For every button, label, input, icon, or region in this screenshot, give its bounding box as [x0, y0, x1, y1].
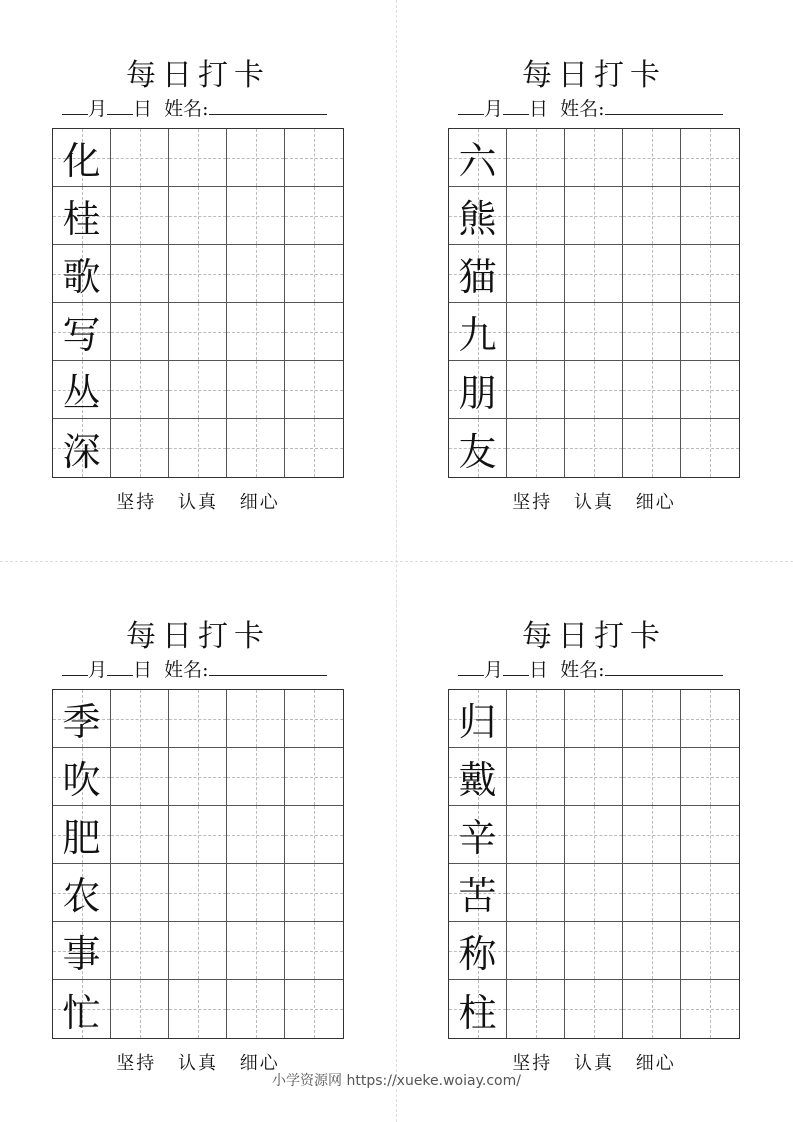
grid-cell[interactable] [169, 245, 227, 303]
grid-cell[interactable] [681, 419, 739, 477]
model-character: 事 [62, 932, 101, 976]
writing-grid [52, 689, 344, 1039]
grid-cell[interactable] [111, 303, 169, 361]
grid-cell [449, 361, 507, 419]
model-character: 辛 [458, 816, 497, 860]
day-label: 日 [529, 659, 549, 681]
grid-cell[interactable] [227, 806, 285, 864]
horizontal-cut-line [0, 561, 793, 562]
day-blank[interactable] [107, 657, 133, 676]
day-label: 日 [133, 659, 153, 681]
grid-cell [449, 806, 507, 864]
grid-cell[interactable] [169, 303, 227, 361]
name-label: 姓名: [560, 659, 605, 681]
grid-cell[interactable] [565, 980, 623, 1038]
grid-cell[interactable] [623, 690, 681, 748]
model-character: 戴 [458, 758, 497, 802]
grid-cell [53, 129, 111, 187]
card-title: 每日打卡 [522, 619, 666, 654]
grid-cell[interactable] [681, 361, 739, 419]
model-character: 苦 [458, 874, 497, 918]
card-title: 每日打卡 [126, 619, 270, 654]
name-blank[interactable] [605, 96, 723, 115]
grid-cell[interactable] [507, 864, 565, 922]
grid-cell[interactable] [227, 361, 285, 419]
grid-cell [53, 245, 111, 303]
grid-cell[interactable] [681, 922, 739, 980]
grid-cell[interactable] [169, 690, 227, 748]
grid-cell[interactable] [681, 690, 739, 748]
grid-cell[interactable] [169, 419, 227, 477]
grid-cell[interactable] [169, 922, 227, 980]
grid-cell[interactable] [565, 419, 623, 477]
model-character: 深 [62, 429, 101, 474]
model-character: 称 [458, 932, 497, 976]
grid-cell[interactable] [111, 864, 169, 922]
date-name-line [62, 96, 327, 121]
grid-cell[interactable] [169, 129, 227, 187]
grid-cell[interactable] [227, 864, 285, 922]
model-character: 六 [458, 139, 497, 183]
grid-cell[interactable] [507, 245, 565, 303]
grid-cell[interactable] [565, 806, 623, 864]
grid-cell[interactable] [623, 129, 681, 187]
grid-cell [449, 187, 507, 245]
model-character: 歌 [62, 255, 101, 299]
grid-cell[interactable] [565, 303, 623, 361]
grid-cell[interactable] [169, 806, 227, 864]
grid-cell[interactable] [565, 245, 623, 303]
grid-cell [449, 922, 507, 980]
grid-cell[interactable] [565, 922, 623, 980]
model-character: 柱 [458, 990, 497, 1035]
grid-cell [53, 864, 111, 922]
grid-cell[interactable] [623, 419, 681, 477]
grid-cell[interactable] [623, 187, 681, 245]
model-character: 写 [62, 313, 101, 357]
grid-cell[interactable] [285, 129, 343, 187]
grid-cell[interactable] [111, 980, 169, 1038]
grid-cell[interactable] [169, 187, 227, 245]
name-blank[interactable] [209, 96, 327, 115]
month-blank[interactable] [62, 657, 88, 676]
grid-cell[interactable] [285, 245, 343, 303]
grid-cell[interactable] [681, 129, 739, 187]
name-label: 姓名: [164, 659, 209, 681]
grid-cell[interactable] [285, 690, 343, 748]
grid-cell[interactable] [565, 748, 623, 806]
grid-cell[interactable] [227, 187, 285, 245]
date-name-line [62, 657, 327, 682]
grid-cell [449, 690, 507, 748]
grid-cell[interactable] [227, 980, 285, 1038]
grid-cell[interactable] [285, 419, 343, 477]
grid-cell[interactable] [227, 303, 285, 361]
grid-cell [449, 748, 507, 806]
card-title: 每日打卡 [522, 58, 666, 93]
date-name-line [458, 96, 723, 121]
model-character: 朋 [458, 371, 497, 415]
grid-cell[interactable] [623, 806, 681, 864]
name-label: 姓名: [560, 98, 605, 120]
name-blank[interactable] [605, 657, 723, 676]
grid-cell[interactable] [169, 748, 227, 806]
writing-grid [448, 128, 740, 478]
grid-cell[interactable] [623, 748, 681, 806]
model-character: 化 [62, 139, 101, 183]
grid-cell[interactable] [623, 980, 681, 1038]
day-blank[interactable] [107, 96, 133, 115]
grid-cell[interactable] [681, 748, 739, 806]
grid-cell [53, 361, 111, 419]
day-label: 日 [529, 98, 549, 120]
grid-cell[interactable] [507, 129, 565, 187]
model-character: 农 [62, 874, 101, 918]
grid-cell [53, 922, 111, 980]
grid-cell[interactable] [111, 806, 169, 864]
grid-cell[interactable] [227, 419, 285, 477]
grid-cell[interactable] [623, 864, 681, 922]
grid-cell[interactable] [681, 187, 739, 245]
grid-cell[interactable] [285, 980, 343, 1038]
grid-cell[interactable] [507, 922, 565, 980]
grid-cell[interactable] [507, 419, 565, 477]
grid-cell[interactable] [681, 864, 739, 922]
grid-cell [449, 129, 507, 187]
card-footer: 坚持 认真 细心 [512, 1053, 676, 1074]
writing-grid [448, 689, 740, 1039]
month-blank[interactable] [62, 96, 88, 115]
grid-cell[interactable] [285, 361, 343, 419]
watermark: 小学资源网 https://xueke.woiay.com/ [272, 1073, 521, 1089]
grid-cell [53, 748, 111, 806]
grid-cell [53, 303, 111, 361]
card-footer: 坚持 认真 细心 [512, 492, 676, 513]
model-character: 吹 [62, 758, 101, 802]
grid-cell[interactable] [565, 690, 623, 748]
model-character: 熊 [458, 197, 497, 241]
date-name-line [458, 657, 723, 682]
name-blank[interactable] [209, 657, 327, 676]
grid-cell [449, 245, 507, 303]
writing-grid [52, 128, 344, 478]
grid-cell[interactable] [227, 922, 285, 980]
grid-cell[interactable] [227, 690, 285, 748]
grid-cell[interactable] [681, 806, 739, 864]
grid-cell [53, 980, 111, 1038]
day-blank[interactable] [503, 96, 529, 115]
grid-cell[interactable] [681, 980, 739, 1038]
grid-cell[interactable] [111, 748, 169, 806]
grid-cell[interactable] [285, 748, 343, 806]
month-label: 月 [88, 98, 108, 120]
model-character: 九 [458, 313, 497, 357]
grid-cell [53, 187, 111, 245]
model-character: 季 [62, 700, 101, 744]
grid-cell[interactable] [285, 303, 343, 361]
model-character: 归 [458, 700, 497, 744]
grid-cell[interactable] [623, 361, 681, 419]
grid-cell[interactable] [507, 980, 565, 1038]
grid-cell[interactable] [169, 980, 227, 1038]
grid-cell [449, 303, 507, 361]
grid-cell[interactable] [507, 806, 565, 864]
grid-cell[interactable] [227, 245, 285, 303]
grid-cell[interactable] [565, 129, 623, 187]
month-label: 月 [88, 659, 108, 681]
card-footer: 坚持 认真 细心 [116, 1053, 280, 1074]
grid-cell[interactable] [623, 922, 681, 980]
grid-cell[interactable] [111, 129, 169, 187]
grid-cell[interactable] [111, 245, 169, 303]
model-character: 丛 [62, 371, 101, 415]
model-character: 肥 [62, 816, 101, 860]
model-character: 忙 [62, 990, 101, 1035]
grid-cell[interactable] [111, 361, 169, 419]
grid-cell[interactable] [681, 303, 739, 361]
day-label: 日 [133, 98, 153, 120]
name-label: 姓名: [164, 98, 209, 120]
grid-cell[interactable] [507, 748, 565, 806]
grid-cell[interactable] [227, 748, 285, 806]
grid-cell[interactable] [111, 690, 169, 748]
grid-cell [53, 419, 111, 477]
grid-cell[interactable] [565, 864, 623, 922]
grid-cell[interactable] [169, 864, 227, 922]
grid-cell[interactable] [169, 361, 227, 419]
grid-cell[interactable] [623, 245, 681, 303]
grid-cell[interactable] [285, 864, 343, 922]
grid-cell[interactable] [507, 187, 565, 245]
grid-cell[interactable] [111, 419, 169, 477]
grid-cell[interactable] [681, 245, 739, 303]
grid-cell[interactable] [285, 187, 343, 245]
model-character: 猫 [458, 255, 497, 299]
grid-cell [53, 690, 111, 748]
grid-cell [449, 864, 507, 922]
day-blank[interactable] [503, 657, 529, 676]
grid-cell[interactable] [111, 922, 169, 980]
grid-cell[interactable] [565, 361, 623, 419]
grid-cell[interactable] [507, 303, 565, 361]
model-character: 桂 [62, 197, 101, 241]
grid-cell [449, 980, 507, 1038]
month-label: 月 [484, 659, 504, 681]
grid-cell[interactable] [565, 187, 623, 245]
month-blank[interactable] [458, 96, 484, 115]
grid-cell [53, 806, 111, 864]
card-title: 每日打卡 [126, 58, 270, 93]
grid-cell [449, 419, 507, 477]
model-character: 友 [458, 429, 497, 474]
month-blank[interactable] [458, 657, 484, 676]
month-label: 月 [484, 98, 504, 120]
grid-cell[interactable] [623, 303, 681, 361]
grid-cell[interactable] [227, 129, 285, 187]
grid-cell[interactable] [285, 922, 343, 980]
grid-cell[interactable] [111, 187, 169, 245]
grid-cell[interactable] [507, 361, 565, 419]
card-footer: 坚持 认真 细心 [116, 492, 280, 513]
grid-cell[interactable] [507, 690, 565, 748]
grid-cell[interactable] [285, 806, 343, 864]
